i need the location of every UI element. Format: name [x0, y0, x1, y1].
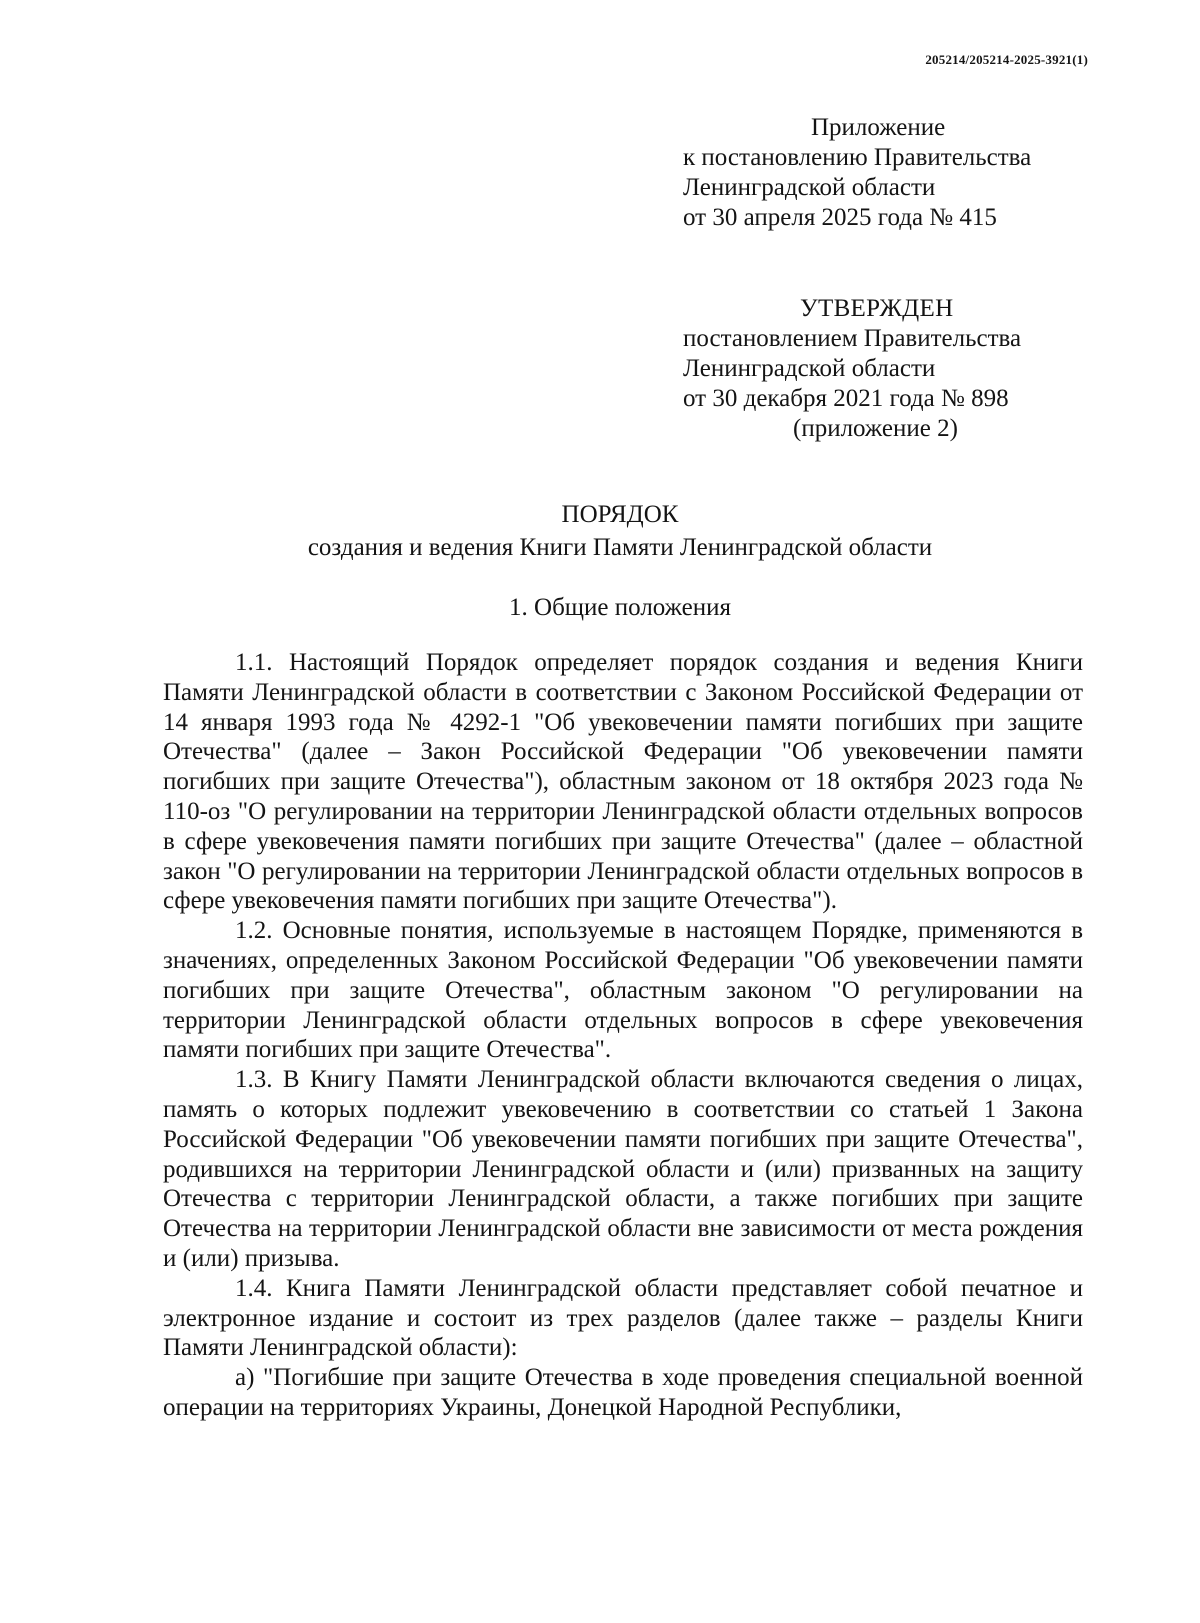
appendix-line: Приложение — [811, 114, 946, 141]
paragraph: 1.3. В Книгу Памяти Ленинградской области включаются сведения о лицах, память о которых подлежит увековечению в соответствии со статьей 1 Закона Российской Федерации "Об увековечении памяти погибших при защите Отечества", родившихся на территории Ленинградской области и (или) призванных на защиту Отечества с территории Ленинградской области, а также погибших при защите Отечества на территории Ленинградской области вне зависимости от места рождения и (или) призыва. — [163, 1066, 1083, 1272]
appendix-line: от 30 апреля 2025 года № 415 — [683, 204, 997, 231]
section-title: 1. Общие положения — [509, 594, 731, 621]
appendix-block — [683, 113, 1031, 233]
paragraph: 1.4. Книга Памяти Ленинградской области представляет собой печатное и электронное издание и состоит из трех разделов (далее также – разделы Книги Памяти Ленинградской области): — [163, 1274, 1083, 1362]
paragraph: а) "Погибшие при защите Отечества в ходе проведения специальной военной операции на территориях Украины, Донецкой Народной Республики, — [163, 1364, 1083, 1421]
paragraph: 1.1. Настоящий Порядок определяет порядок создания и ведения Книги Памяти Ленинградской области в соответствии с Законом Российской Федерации от 14 января 1993 года № 4292-1 "Об увековечении памяти погибших при защите Отечества" (далее – Закон Российской Федерации "Об увековечении памяти погибших при защите Отечества"), областным законом от 18 октября 2023 года № 110-оз "О регулировании на территории Ленинградской области отдельных вопросов в сфере увековечения памяти погибших при защите Отечества" (далее – областной закон "О регулировании на территории Ленинградской области отдельных вопросов в сфере увековечения памяти погибших при защите Отечества"). — [163, 649, 1083, 915]
approval-block — [683, 294, 1021, 444]
approval-line: постановлением Правительства — [683, 325, 1022, 352]
approval-line: Ленинградской области — [683, 355, 936, 382]
approval-heading: УТВЕРЖДЕН — [800, 295, 954, 322]
appendix-line: Ленинградской области — [683, 174, 936, 201]
document-subtitle: создания и ведения Книги Памяти Ленинградской области — [307, 534, 933, 561]
document-body — [163, 648, 1083, 1423]
approval-line: от 30 декабря 2021 года № 898 — [683, 385, 1009, 412]
paragraph: 1.2. Основные понятия, используемые в настоящем Порядке, применяются в значениях, определенных Законом Российской Федерации "Об увековечении памяти погибших при защите Отечества", областным законом "О регулировании на территории Ленинградской области отдельных вопросов в сфере увековечения памяти погибших при защите Отечества". — [163, 917, 1083, 1064]
appendix-line: к постановлению Правительства — [683, 144, 1032, 171]
document-title: ПОРЯДОК — [561, 501, 679, 528]
document-number: 205214/205214-2025-3921(1) — [925, 52, 1088, 67]
approval-note: (приложение 2) — [793, 415, 958, 442]
